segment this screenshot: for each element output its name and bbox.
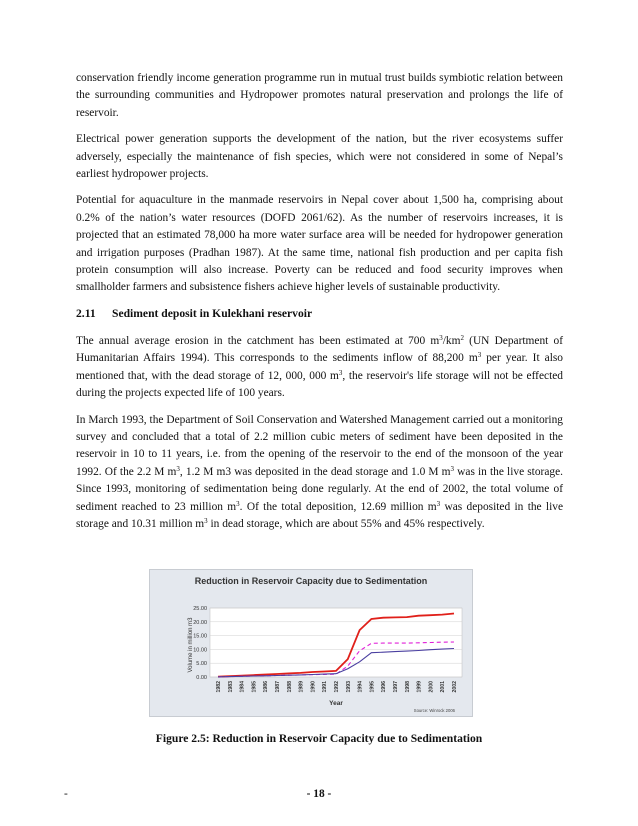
x-tick-label: 1996 [381,681,388,693]
section-number: 2.11 [76,306,96,320]
y-tick-label: 0.00 [196,675,207,681]
x-tick-label: 1991 [322,681,329,693]
section-heading [76,306,563,322]
y-axis-label: Volume in million m3 [188,617,194,673]
source-note: Source: Winrock 2006 [413,708,455,713]
x-tick-label: 2001 [440,681,447,693]
y-tick-label: 10.00 [193,647,207,654]
x-tick-label: 1984 [239,681,246,693]
x-tick-label: 2000 [428,681,435,693]
footer-dash: - [64,788,68,800]
y-tick-label: 15.00 [193,633,207,640]
x-tick-label: 1987 [275,681,281,693]
page-number: - 18 - [306,788,332,800]
x-tick-label: 1995 [369,681,376,693]
x-tick-label: 1999 [416,681,423,693]
x-tick-label: 1985 [251,681,258,693]
x-tick-label: 1989 [298,681,305,693]
x-tick-label: 1997 [393,681,399,693]
x-tick-label: 2002 [452,681,458,693]
figure-caption: Figure 2.5: Reduction in Reservoir Capacity due to Sedimentation [155,732,483,745]
x-tick-label: 1994 [357,681,364,693]
y-tick-label: 25.00 [193,606,207,612]
x-tick-label: 1998 [404,681,411,693]
paragraph-1: conservation friendly income generation programme run in mutual trust builds symbiotic relation between the surrounding communities and Hydropower promotes natural preservation and prolongs the life of reservoir. [76,72,563,119]
x-tick-label: 1982 [216,681,222,693]
x-tick-label: 1983 [227,681,234,693]
sedimentation-chart [149,569,473,717]
x-tick-label: 1990 [310,681,317,693]
paragraph-4: The annual average erosion in the catchment has been estimated at 700 $m^3/km^2$ (UN Department of Humanitarian Affairs 1994). This corresponds to the sediments inflow of 88,200 $m^3$ per year. It also mentioned that, with the dead storage of 12, 000, 000 $m^3$, the reservoir's life storage will not be effected during the projects expected life of 100 years. [76,333,564,400]
page-body [76,70,563,542]
x-axis-label: Year [329,700,343,707]
x-tick-label: 1988 [286,681,293,693]
paragraph-2: Electrical power generation supports the development of the nation, but the river ecosystems suffer adversely, especially the maintenance of fish species, which were not considered in some of Nepal’s earliest hydropower projects. [76,133,563,181]
chart-title: Reduction in Reservoir Capacity due to Sedimentation [194,576,428,586]
x-tick-label: 1992 [334,681,340,693]
x-tick-label: 1986 [263,681,270,693]
y-tick-label: 20.00 [193,619,207,626]
x-tick-label: 1993 [345,681,352,693]
y-tick-label: 5.00 [196,661,207,668]
paragraph-5: In March 1993, the Department of Soil Conservation and Watershed Management carried out a monitoring survey and concluded that a total of 2.2 million cubic meters of sediment have been deposited in the reservoir in 10 to 11 years, i.e. from the opening of the reservoir to the end of the monsoon of the year 1992. Of the 2.2 M $m^3$, 1.2 M m3 was deposited in the dead storage and 1.0 M $m^3$ was in the live storage. Since 1993, monitoring of sedimentation being done regularly. At the end of 2002, the total volume of sediment reached to 23 million $m^3$. Of the total deposition, 12.69 million $m^3$ was deposited in the live storage and 10.31 million $m^3$ in dead storage, which are about 55% and 45% respectively. [76,413,564,530]
section-title: Sediment deposit in Kulekhani reservoir [112,306,313,320]
paragraph-3: Potential for aquaculture in the manmade reservoirs in Nepal cover about 1,500 ha, comprising about 0.2% of the nation’s water resources (DOFD 2061/62). As the number of reservoirs increases, it is projected that an estimated 78,000 ha more water surface area will be needed for hydropower generation and irrigation purposes (Pradhan 1987). At the same time, national fish production and per capita fish protein consumption will also increase. Poverty can be reduced and food security improves when smallholder farmers and subsistence fishers achieve higher levels of sustainable productivity. [76,194,563,294]
